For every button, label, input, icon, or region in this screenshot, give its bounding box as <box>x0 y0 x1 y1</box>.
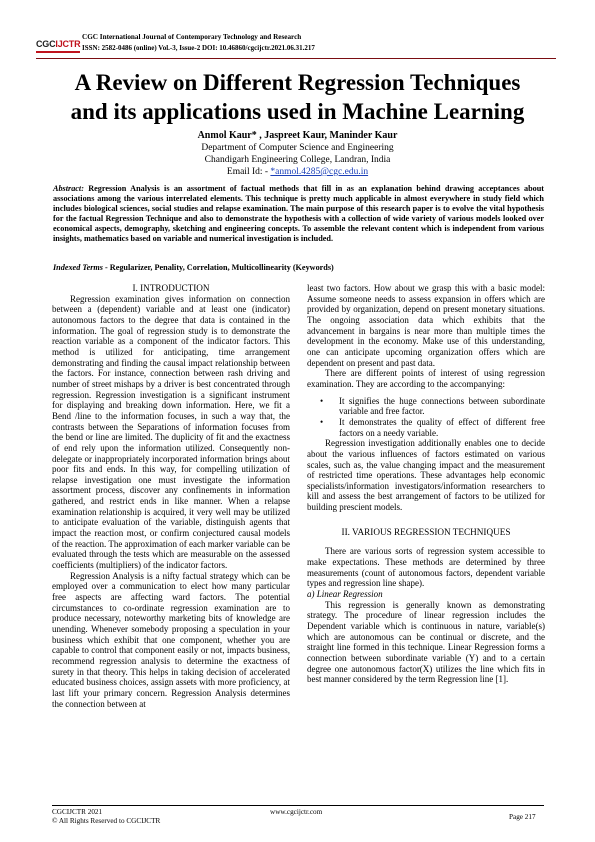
affiliation-college: Chandigarh Engineering College, Landran, India <box>204 155 391 165</box>
subsection-heading-linear-regression: a) Linear Regression <box>307 589 383 600</box>
right-column <box>307 283 545 685</box>
footer-journal: CGCIJCTR 2021 <box>52 808 103 816</box>
indexed-terms-label: Indexed Terms <box>53 263 103 272</box>
intro-paragraph-4: There are different points of interest of using regression examination. They are according to the accompanying: <box>307 368 545 389</box>
paper-title <box>40 68 555 126</box>
intro-paragraph-3: least two factors. How about we grasp this with a basic model: Assume someone needs to assess expansion in offers which are provided by organization, depend on present monetary situations. The ongoing association data which exhibits that the advancement in bargains is near more than multiple times the development in the economy. Make use of this understanding, one can anticipate upcoming organization offers which are dependent on present and past data. <box>307 283 545 368</box>
abstract-text: Regression Analysis is an assortment of factual methods that fill in as an explanation behind drawing acceptances about associations among the various interrelated elements. This technique is pretty much applicable in almost everywhere in study field which includes biological sciences, social studies and relapse examination. The main purpose of this research paper is to evolve the vital hypothesis for the factual Regression Technique and also to demonstrate the hypothesis with a collection of wide variety of various models looked over economical aspects, demography, sketching and engineering concepts. To assemble the relevant content which is independent from various insights, mathematics based on variable and numerical investigation is included. <box>53 184 544 243</box>
title-line-1: A Review on Different Regression Techniques <box>74 70 521 95</box>
footer-website: www.cgcijctr.com <box>270 808 323 816</box>
linear-regression-paragraph: This regression is generally known as demonstrating strategy. The procedure of linear regression includes the Dependent variable which is continuous in nature, variable(s) which are autonomous can be continual or discrete, and the straight line formed in this technique. Linear Regression forms a connection between subordinate variable (Y) and to a certain degree one autonomous factor(X) utilizes the line which fits in best manner considered by the term Regression line [1]. <box>307 599 545 685</box>
list-item <box>307 417 545 438</box>
indexed-terms-text: - Regularizer, Penality, Correlation, Multicollinearity (Keywords) <box>102 263 334 272</box>
footer-left <box>52 808 160 826</box>
email-link[interactable]: *anmol.4285@cgc.edu.in <box>270 167 369 177</box>
footer-page-number: Page 217 <box>509 813 536 821</box>
logo-text-ijctr: IJCTR <box>55 39 81 49</box>
left-column <box>52 283 290 709</box>
logo-text-cgc: CGC <box>36 39 56 49</box>
journal-info: ISSN: 2582-0486 (online) Vol.-3, Issue-2 DOI: 10.46860/cgcijctr.2021.06.31.217 <box>82 44 315 52</box>
section-heading-techniques: II. VARIOUS REGRESSION TECHNIQUES <box>341 526 511 537</box>
bullet-text-2: It demonstrates the quality of effect of different free factors on a needy variable. <box>339 416 545 438</box>
techniques-paragraph-1: There are various sorts of regression system accessible to make expectations. These methods are determined by three measurements (count of autonomous factors, dependent variable types and regression line shape). <box>307 546 545 589</box>
list-item <box>307 396 545 417</box>
journal-logo <box>36 39 82 59</box>
intro-paragraph-1: Regression examination gives information on connection between a (dependent) variable and at least one (indicator) autonomous factors to the degree that data is contained in the information. The goal of regression study is to demonstrate the reaction variable as a component of the indicator factors. This method is utilized for anticipating, time arrangement demonstrating and finding the causal impact relationship between the factors. For instance, connection between rash driving and number of street mishaps by a driver is best concentrated through regression. Regression investigation is a significant instrument for displaying and breaking down information. Here, we fit a Bend /line to the information focuses, in such a way that, the contrasts between the Separations of information focuses from the bend or line are limited. The duplicity of fit and the exactness of end rely upon the information utilized. Consequently non-delegate or inappropriately incorporated information brings about poor fits and ends. In this way, for compelling utilization of relapse investigation one must investigate the information assortment process, discover any confinements in information gathered, and restrict ends in like manner. When a relapse examination relationship is acquired, it very well may be utilized to anticipate evaluation of the variable, distinguish agents that impact the reaction most, or confirm conjectured causal models of the reaction. The approximation of each marker variable can be evaluated through the tests which are measurable on the assessed coefficients (multipliers) of the indicator factors. <box>52 293 290 571</box>
intro-paragraph-5: Regression investigation additionally enables one to decide about the various influences of factors estimated on various scales, such as, the value changing impact and the measurement of restricted time operations. These advantages help economic specialists/information investigators/information researchers to kill and assess the best arrangement of factors to be utilized for building prescient models. <box>307 438 545 513</box>
section-heading-introduction: I. INTRODUCTION <box>132 283 210 293</box>
bullet-text-1: It signifies the huge connections between subordinate variable and free factor. <box>339 395 545 417</box>
journal-header <box>36 33 556 61</box>
title-line-2: and its applications used in Machine Learning <box>70 99 525 124</box>
authors: Anmol Kaur* , Jaspreet Kaur, Maninder Kaur <box>197 130 398 141</box>
abstract-label: Abstract: <box>53 184 84 193</box>
indexed-terms <box>53 263 544 273</box>
footer-divider <box>52 805 544 806</box>
bullet-icon: • <box>320 416 324 427</box>
email-line <box>40 167 555 179</box>
footer-rights: © All Rights Reserved to CGCIJCTR <box>52 817 161 825</box>
affiliation-department: Department of Computer Science and Engineering <box>201 143 394 153</box>
intro-paragraph-2: Regression Analysis is a nifty factual strategy which can be employed over a communication to elect how many particular free aspects are affecting ward factors. The potential circumstances to co-ordinate regression examination are to produce necessary, noteworthy marketing bits of knowledge are unending. Whenever somebody proposing a speculation in your business which exhibit that one component, whether you are capable to control that component easily or not, impacts business, recommend regression analysis to determine the exactness of surety in that theory. This helps in taking decision of accelerated educated business choices, assign assets with more proficiency, at last lift your primary concern. Regression Analysis determines the connection between at <box>52 570 290 709</box>
bullet-icon: • <box>320 395 324 406</box>
header-divider <box>36 58 556 59</box>
email-label: Email Id: - <box>226 167 271 177</box>
abstract <box>53 184 544 243</box>
journal-name: CGC International Journal of Contemporary Technology and Research <box>82 33 302 41</box>
